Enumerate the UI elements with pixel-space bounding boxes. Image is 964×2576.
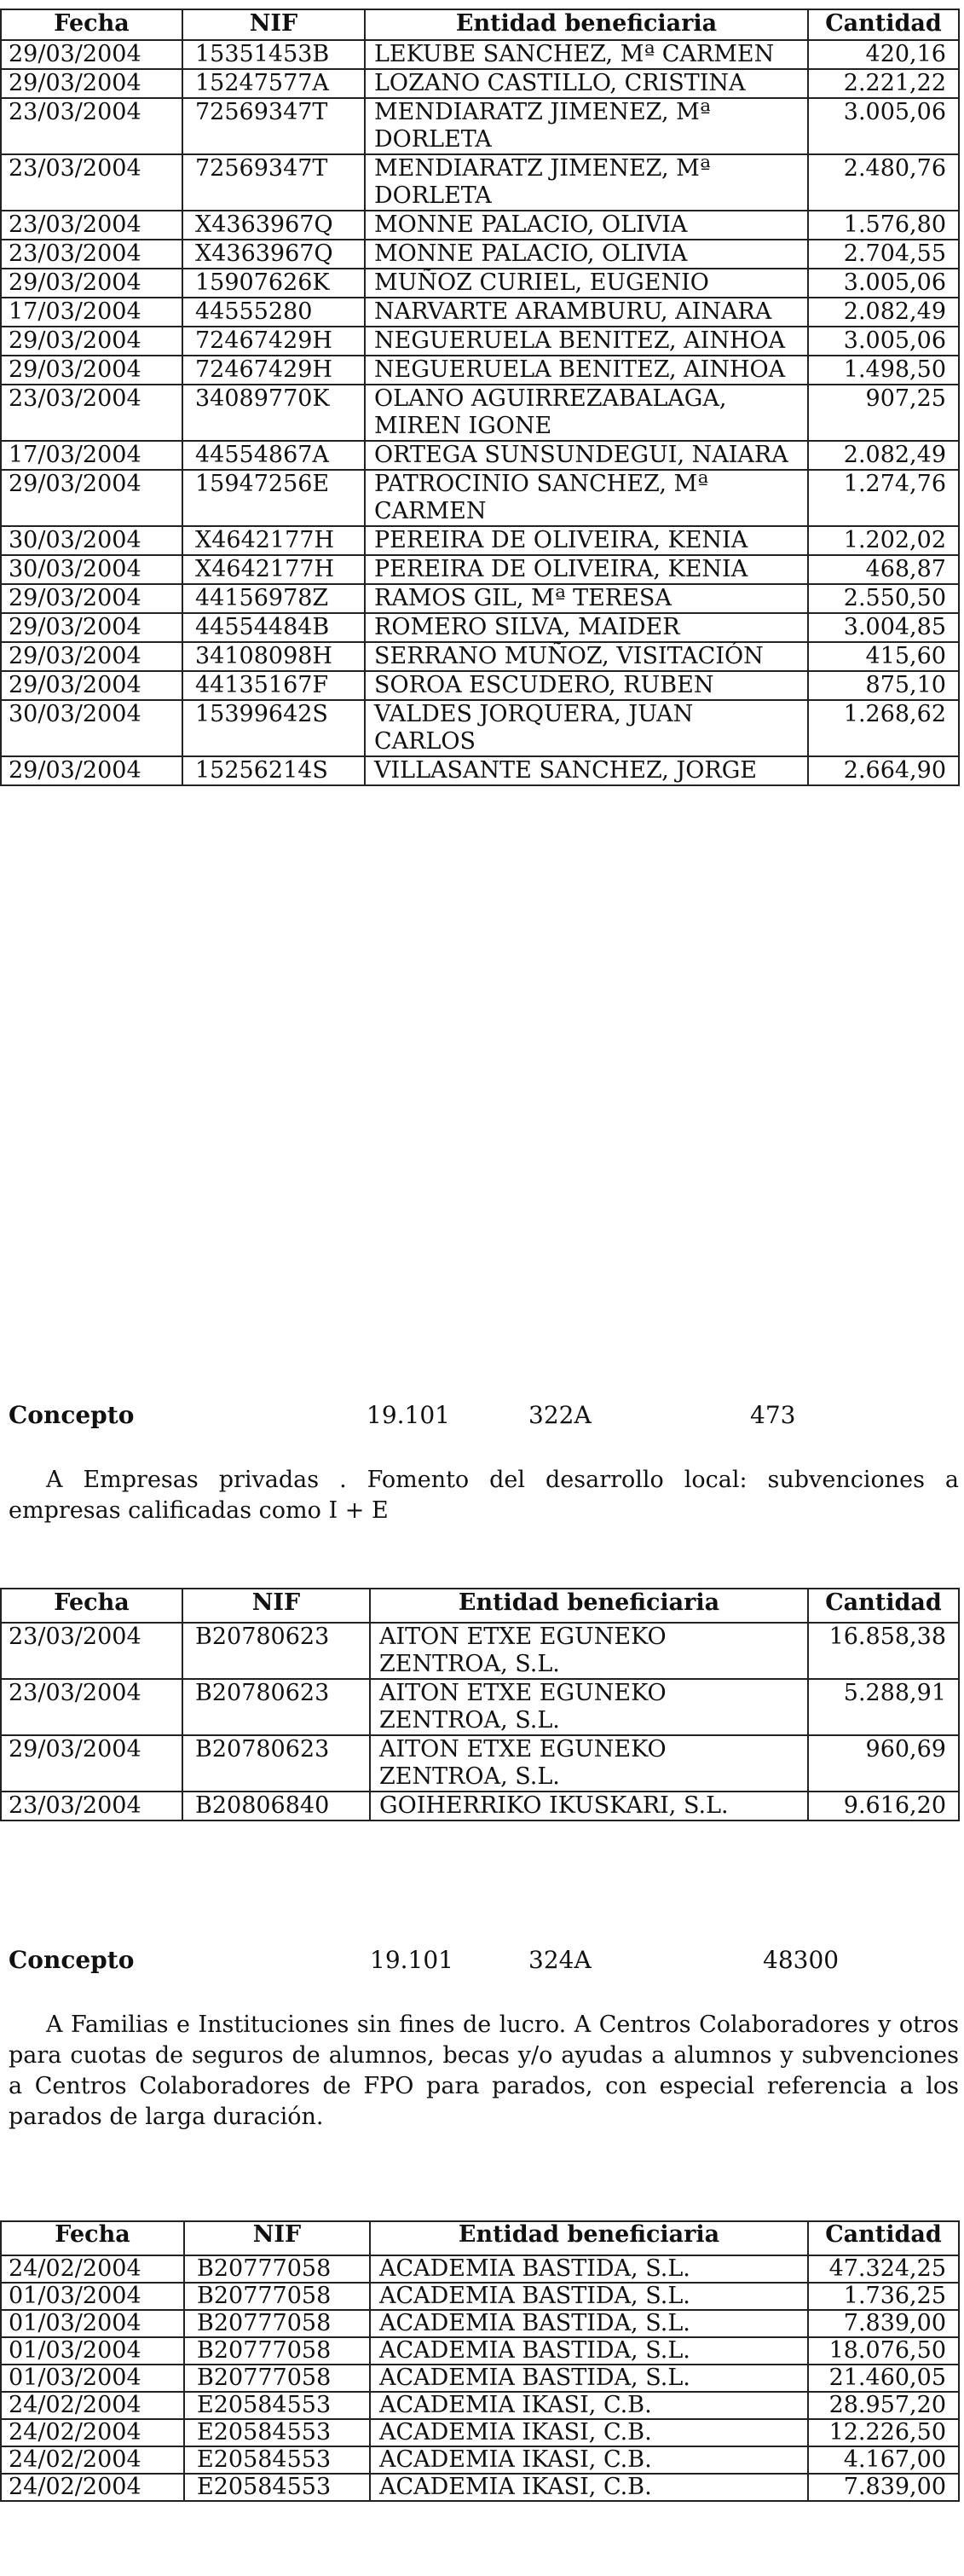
- cell-cantidad: 1.274,76: [808, 470, 959, 526]
- cell-entidad: NARVARTE ARAMBURU, AINARA: [365, 298, 808, 327]
- table-row: [1, 526, 959, 555]
- cell-nif: 34089770K: [182, 385, 365, 441]
- table-header-row: [1, 1589, 959, 1623]
- concepto-article-1: 473: [750, 1401, 796, 1429]
- beneficiaries-table-2: [0, 1588, 960, 1821]
- cell-cantidad: 18.076,50: [808, 2337, 959, 2365]
- cell-fecha: 17/03/2004: [1, 441, 182, 470]
- cell-entidad: ACADEMIA IKASI, C.B.: [370, 2446, 808, 2474]
- col-header-fecha: Fecha: [1, 2221, 184, 2255]
- cell-fecha: 01/03/2004: [1, 2310, 184, 2337]
- cell-cantidad: 2.550,50: [808, 584, 959, 613]
- cell-cantidad: 3.005,06: [808, 98, 959, 154]
- cell-fecha: 29/03/2004: [1, 613, 182, 642]
- col-header-fecha: Fecha: [1, 9, 182, 40]
- concepto-article-2: 48300: [763, 1946, 840, 1974]
- cell-entidad: ACADEMIA BASTIDA, S.L.: [370, 2255, 808, 2283]
- cell-entidad: ACADEMIA BASTIDA, S.L.: [370, 2310, 808, 2337]
- cell-fecha: 30/03/2004: [1, 526, 182, 555]
- table-row: [1, 613, 959, 642]
- cell-entidad: MONNE PALACIO, OLIVIA: [365, 211, 808, 240]
- cell-entidad: ROMERO SILVA, MAIDER: [365, 613, 808, 642]
- cell-cantidad: 7.839,00: [808, 2474, 959, 2501]
- table-row: [1, 1679, 959, 1735]
- cell-fecha: 29/03/2004: [1, 1735, 182, 1792]
- cell-fecha: 29/03/2004: [1, 642, 182, 671]
- cell-entidad: ACADEMIA IKASI, C.B.: [370, 2392, 808, 2419]
- cell-cantidad: 4.167,00: [808, 2446, 959, 2474]
- cell-entidad: AITON ETXE EGUNEKO ZENTROA, S.L.: [370, 1735, 808, 1792]
- cell-cantidad: 2.082,49: [808, 298, 959, 327]
- cell-cantidad: 1.498,50: [808, 356, 959, 385]
- cell-fecha: 29/03/2004: [1, 756, 182, 785]
- cell-cantidad: 12.226,50: [808, 2419, 959, 2446]
- cell-nif: 15947256E: [182, 470, 365, 526]
- table-row: [1, 240, 959, 269]
- table-row: [1, 2255, 959, 2283]
- cell-cantidad: 3.004,85: [808, 613, 959, 642]
- cell-fecha: 29/03/2004: [1, 69, 182, 98]
- table-row: [1, 269, 959, 298]
- cell-cantidad: 907,25: [808, 385, 959, 441]
- cell-fecha: 29/03/2004: [1, 40, 182, 69]
- cell-nif: 15907626K: [182, 269, 365, 298]
- table-row: [1, 700, 959, 756]
- cell-nif: X4363967Q: [182, 211, 365, 240]
- cell-nif: E20584553: [184, 2392, 370, 2419]
- cell-nif: 72569347T: [182, 154, 365, 211]
- cell-nif: X4642177H: [182, 526, 365, 555]
- concepto-code-1: 19.101: [367, 1401, 450, 1429]
- cell-fecha: 01/03/2004: [1, 2365, 184, 2392]
- cell-entidad: LEKUBE SANCHEZ, Mª CARMEN: [365, 40, 808, 69]
- cell-nif: 44554867A: [182, 441, 365, 470]
- cell-entidad: ACADEMIA BASTIDA, S.L.: [370, 2283, 808, 2310]
- cell-nif: E20584553: [184, 2419, 370, 2446]
- cell-cantidad: 2.221,22: [808, 69, 959, 98]
- table-row: [1, 470, 959, 526]
- concepto-code-2: 19.101: [370, 1946, 453, 1974]
- cell-fecha: 23/03/2004: [1, 1792, 182, 1821]
- table-row: [1, 327, 959, 356]
- cell-fecha: 23/03/2004: [1, 1679, 182, 1735]
- col-header-fecha: Fecha: [1, 1589, 182, 1623]
- col-header-nif: NIF: [182, 9, 365, 40]
- cell-fecha: 24/02/2004: [1, 2392, 184, 2419]
- cell-nif: 72467429H: [182, 327, 365, 356]
- col-header-cantidad: Cantidad: [808, 2221, 959, 2255]
- cell-entidad: ACADEMIA BASTIDA, S.L.: [370, 2365, 808, 2392]
- concepto-program-2: 324A: [528, 1946, 592, 1974]
- table-row: [1, 2392, 959, 2419]
- table-row: [1, 356, 959, 385]
- cell-fecha: 24/02/2004: [1, 2419, 184, 2446]
- cell-entidad: ACADEMIA IKASI, C.B.: [370, 2474, 808, 2501]
- cell-entidad: MENDIARATZ JIMENEZ, Mª DORLETA: [365, 98, 808, 154]
- cell-cantidad: 47.324,25: [808, 2255, 959, 2283]
- cell-nif: X4642177H: [182, 555, 365, 584]
- table-row: [1, 555, 959, 584]
- cell-fecha: 17/03/2004: [1, 298, 182, 327]
- cell-fecha: 29/03/2004: [1, 671, 182, 700]
- cell-nif: 44135167F: [182, 671, 365, 700]
- cell-nif: B20780623: [182, 1679, 370, 1735]
- cell-fecha: 23/03/2004: [1, 240, 182, 269]
- cell-cantidad: 3.005,06: [808, 327, 959, 356]
- cell-fecha: 29/03/2004: [1, 269, 182, 298]
- cell-entidad: PEREIRA DE OLIVEIRA, KENIA: [365, 555, 808, 584]
- cell-cantidad: 9.616,20: [808, 1792, 959, 1821]
- col-header-nif: NIF: [184, 2221, 370, 2255]
- table-row: [1, 1792, 959, 1821]
- cell-fecha: 29/03/2004: [1, 584, 182, 613]
- cell-entidad: ACADEMIA BASTIDA, S.L.: [370, 2337, 808, 2365]
- table-header-row: [1, 9, 959, 40]
- cell-fecha: 29/03/2004: [1, 356, 182, 385]
- cell-cantidad: 16.858,38: [808, 1623, 959, 1679]
- cell-entidad: MENDIARATZ JIMENEZ, Mª DORLETA: [365, 154, 808, 211]
- cell-cantidad: 7.839,00: [808, 2310, 959, 2337]
- table-row: [1, 385, 959, 441]
- cell-nif: B20777058: [184, 2365, 370, 2392]
- cell-cantidad: 420,16: [808, 40, 959, 69]
- cell-fecha: 29/03/2004: [1, 327, 182, 356]
- concepto-program-1: 322A: [528, 1401, 592, 1429]
- cell-entidad: VALDES JORQUERA, JUAN CARLOS: [365, 700, 808, 756]
- table-row: [1, 211, 959, 240]
- col-header-entidad: Entidad beneficiaria: [370, 2221, 808, 2255]
- col-header-nif: NIF: [182, 1589, 370, 1623]
- table-row: [1, 1735, 959, 1792]
- cell-fecha: 24/02/2004: [1, 2255, 184, 2283]
- concepto-description-1: A Empresas privadas . Fomento del desarrollo local: subvenciones a empresas calificadas como I + E: [9, 1467, 959, 1524]
- cell-cantidad: 3.005,06: [808, 269, 959, 298]
- cell-cantidad: 1.268,62: [808, 700, 959, 756]
- table-row: [1, 642, 959, 671]
- cell-nif: 15256214S: [182, 756, 365, 785]
- cell-nif: X4363967Q: [182, 240, 365, 269]
- cell-nif: 72569347T: [182, 98, 365, 154]
- table-row: [1, 2283, 959, 2310]
- cell-entidad: ORTEGA SUNSUNDEGUI, NAIARA: [365, 441, 808, 470]
- beneficiaries-table-1: [0, 9, 960, 786]
- cell-entidad: LOZANO CASTILLO, CRISTINA: [365, 69, 808, 98]
- cell-entidad: NEGUERUELA BENITEZ, AINHOA: [365, 356, 808, 385]
- table-row: [1, 2446, 959, 2474]
- concepto-description-2: A Familias e Instituciones sin fines de lucro. A Centros Colaboradores y otros para cuotas de seguros de alumnos, becas y/o ayudas a alumnos y subvenciones a Centros Colaboradores de FPO para parados, con especial referencia a los parados de larga duración.: [9, 2012, 959, 2130]
- cell-nif: B20777058: [184, 2255, 370, 2283]
- cell-cantidad: 1.576,80: [808, 211, 959, 240]
- cell-nif: 15399642S: [182, 700, 365, 756]
- concepto-label-1: Concepto: [9, 1401, 135, 1429]
- table-row: [1, 2474, 959, 2501]
- cell-entidad: MUÑOZ CURIEL, EUGENIO: [365, 269, 808, 298]
- cell-cantidad: 21.460,05: [808, 2365, 959, 2392]
- cell-entidad: MONNE PALACIO, OLIVIA: [365, 240, 808, 269]
- table-row: [1, 2419, 959, 2446]
- cell-entidad: AITON ETXE EGUNEKO ZENTROA, S.L.: [370, 1679, 808, 1735]
- cell-nif: B20777058: [184, 2283, 370, 2310]
- cell-fecha: 30/03/2004: [1, 700, 182, 756]
- cell-cantidad: 468,87: [808, 555, 959, 584]
- cell-nif: 44156978Z: [182, 584, 365, 613]
- cell-cantidad: 875,10: [808, 671, 959, 700]
- cell-nif: E20584553: [184, 2474, 370, 2501]
- cell-nif: 15247577A: [182, 69, 365, 98]
- concepto-label-2: Concepto: [9, 1946, 135, 1974]
- col-header-cantidad: Cantidad: [808, 1589, 959, 1623]
- table-row: [1, 2337, 959, 2365]
- cell-fecha: 01/03/2004: [1, 2283, 184, 2310]
- cell-entidad: PEREIRA DE OLIVEIRA, KENIA: [365, 526, 808, 555]
- cell-cantidad: 5.288,91: [808, 1679, 959, 1735]
- table-row: [1, 441, 959, 470]
- table-row: [1, 298, 959, 327]
- cell-cantidad: 2.082,49: [808, 441, 959, 470]
- cell-fecha: 30/03/2004: [1, 555, 182, 584]
- cell-entidad: GOIHERRIKO IKUSKARI, S.L.: [370, 1792, 808, 1821]
- cell-cantidad: 960,69: [808, 1735, 959, 1792]
- cell-cantidad: 415,60: [808, 642, 959, 671]
- cell-nif: E20584553: [184, 2446, 370, 2474]
- table-row: [1, 1623, 959, 1679]
- col-header-cantidad: Cantidad: [808, 9, 959, 40]
- cell-entidad: RAMOS GIL, Mª TERESA: [365, 584, 808, 613]
- cell-fecha: 23/03/2004: [1, 385, 182, 441]
- cell-nif: 44555280: [182, 298, 365, 327]
- cell-entidad: PATROCINIO SANCHEZ, Mª CARMEN: [365, 470, 808, 526]
- cell-cantidad: 28.957,20: [808, 2392, 959, 2419]
- cell-nif: B20777058: [184, 2337, 370, 2365]
- cell-cantidad: 2.480,76: [808, 154, 959, 211]
- cell-fecha: 23/03/2004: [1, 1623, 182, 1679]
- table-row: [1, 756, 959, 785]
- cell-fecha: 24/02/2004: [1, 2446, 184, 2474]
- cell-cantidad: 2.664,90: [808, 756, 959, 785]
- table-header-row: [1, 2221, 959, 2255]
- cell-entidad: NEGUERUELA BENITEZ, AINHOA: [365, 327, 808, 356]
- table-row: [1, 154, 959, 211]
- cell-entidad: ACADEMIA IKASI, C.B.: [370, 2419, 808, 2446]
- cell-nif: 44554484B: [182, 613, 365, 642]
- cell-entidad: SOROA ESCUDERO, RUBEN: [365, 671, 808, 700]
- table-row: [1, 69, 959, 98]
- cell-cantidad: 1.736,25: [808, 2283, 959, 2310]
- table-row: [1, 40, 959, 69]
- cell-nif: B20780623: [182, 1623, 370, 1679]
- cell-entidad: VILLASANTE SANCHEZ, JORGE: [365, 756, 808, 785]
- cell-entidad: AITON ETXE EGUNEKO ZENTROA, S.L.: [370, 1623, 808, 1679]
- cell-fecha: 01/03/2004: [1, 2337, 184, 2365]
- cell-fecha: 24/02/2004: [1, 2474, 184, 2501]
- cell-entidad: OLANO AGUIRREZABALAGA, MIREN IGONE: [365, 385, 808, 441]
- table-row: [1, 2365, 959, 2392]
- cell-nif: B20777058: [184, 2310, 370, 2337]
- cell-fecha: 23/03/2004: [1, 154, 182, 211]
- col-header-entidad: Entidad beneficiaria: [365, 9, 808, 40]
- table-row: [1, 671, 959, 700]
- cell-entidad: SERRANO MUÑOZ, VISITACIÓN: [365, 642, 808, 671]
- cell-fecha: 23/03/2004: [1, 98, 182, 154]
- cell-fecha: 23/03/2004: [1, 211, 182, 240]
- cell-nif: 72467429H: [182, 356, 365, 385]
- cell-fecha: 29/03/2004: [1, 470, 182, 526]
- table-row: [1, 584, 959, 613]
- beneficiaries-table-3: [0, 2220, 960, 2502]
- col-header-entidad: Entidad beneficiaria: [370, 1589, 808, 1623]
- cell-cantidad: 1.202,02: [808, 526, 959, 555]
- cell-cantidad: 2.704,55: [808, 240, 959, 269]
- cell-nif: B20806840: [182, 1792, 370, 1821]
- table-row: [1, 2310, 959, 2337]
- cell-nif: 34108098H: [182, 642, 365, 671]
- table-row: [1, 98, 959, 154]
- cell-nif: 15351453B: [182, 40, 365, 69]
- cell-nif: B20780623: [182, 1735, 370, 1792]
